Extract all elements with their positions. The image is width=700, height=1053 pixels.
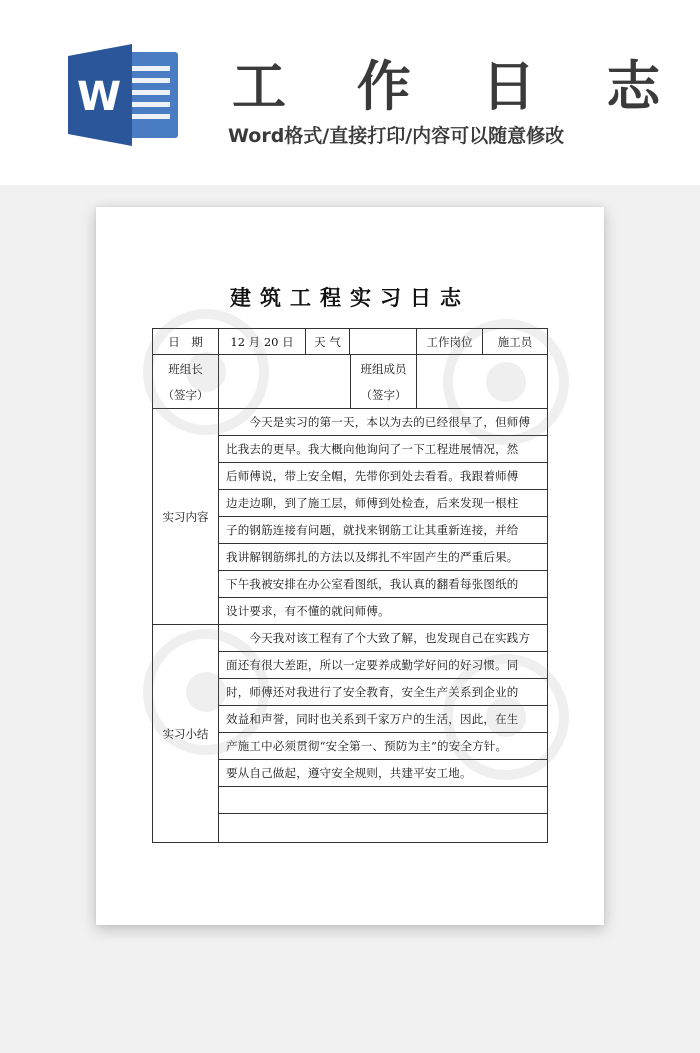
content-line: 设计要求，有不懂的就问师傅。 bbox=[226, 604, 390, 618]
members-sign-note: （签字） bbox=[360, 387, 407, 402]
members-label-cell bbox=[350, 354, 417, 409]
content-text-area[interactable] bbox=[218, 408, 548, 625]
summary-line: 面还有很大差距，所以一定要养成勤学好问的好习惯。同 bbox=[226, 658, 519, 672]
summary-line: 要从自己做起，遵守安全规则，共建平安工地。 bbox=[226, 766, 472, 780]
summary-line: 产施工中必须贯彻“安全第一、预防为主”的安全方针。 bbox=[226, 739, 508, 753]
content-label: 实习内容 bbox=[152, 408, 219, 625]
header bbox=[0, 0, 700, 180]
weather-value[interactable] bbox=[349, 328, 417, 355]
content-line: 后师傅说，带上安全帽，先带你到处去看看。我跟着师傅 bbox=[226, 469, 519, 483]
content-line: 边走边聊，到了施工层，师傅到处检查，后来发现一根柱 bbox=[226, 496, 519, 510]
leader-label-cell bbox=[152, 354, 219, 409]
date-label: 日 期 bbox=[152, 328, 219, 355]
leader-label: 班组长 bbox=[168, 361, 203, 376]
document-title: 建筑工程实习日志 bbox=[230, 286, 470, 310]
summary-text-area[interactable] bbox=[218, 624, 548, 843]
log-table bbox=[152, 328, 548, 843]
members-value[interactable] bbox=[416, 354, 548, 409]
summary-line: 效益和声誉，同时也关系到千家万户的生活，因此，在生 bbox=[226, 712, 519, 726]
hero-title: 工 作 日 志 bbox=[232, 55, 687, 118]
content-line: 比我去的更早。我大概向他询问了一下工程进展情况，然 bbox=[226, 442, 519, 456]
summary-line bbox=[226, 814, 543, 840]
content-line: 子的钢筋连接有问题，就找来钢筋工让其重新连接，并给 bbox=[226, 523, 519, 537]
hero-subtitle: Word格式/直接打印/内容可以随意修改 bbox=[228, 125, 565, 147]
post-value[interactable]: 施工员 bbox=[482, 328, 548, 355]
summary-line: 时，师傅还对我进行了安全教育，安全生产关系到企业的 bbox=[226, 685, 519, 699]
summary-line bbox=[226, 787, 543, 813]
word-logo-icon bbox=[68, 44, 180, 146]
weather-label: 天 气 bbox=[305, 328, 350, 355]
members-label: 班组成员 bbox=[360, 361, 407, 376]
content-line: 今天是实习的第一天，本以为去的已经很早了，但师傅 bbox=[226, 415, 531, 429]
leader-sign-note: （签字） bbox=[162, 387, 209, 402]
logo-letter: W bbox=[76, 74, 122, 120]
leader-value[interactable] bbox=[218, 354, 351, 409]
date-value[interactable]: 12 月 20 日 bbox=[218, 328, 306, 355]
document-page bbox=[96, 207, 604, 925]
summary-label: 实习小结 bbox=[152, 624, 219, 843]
summary-line: 今天我对该工程有了个大致了解，也发现自己在实践方 bbox=[226, 631, 531, 645]
post-label: 工作岗位 bbox=[416, 328, 483, 355]
content-line: 下午我被安排在办公室看图纸，我认真的翻看每张图纸的 bbox=[226, 577, 519, 591]
content-line: 我讲解钢筋绑扎的方法以及绑扎不牢固产生的严重后果。 bbox=[226, 550, 519, 564]
